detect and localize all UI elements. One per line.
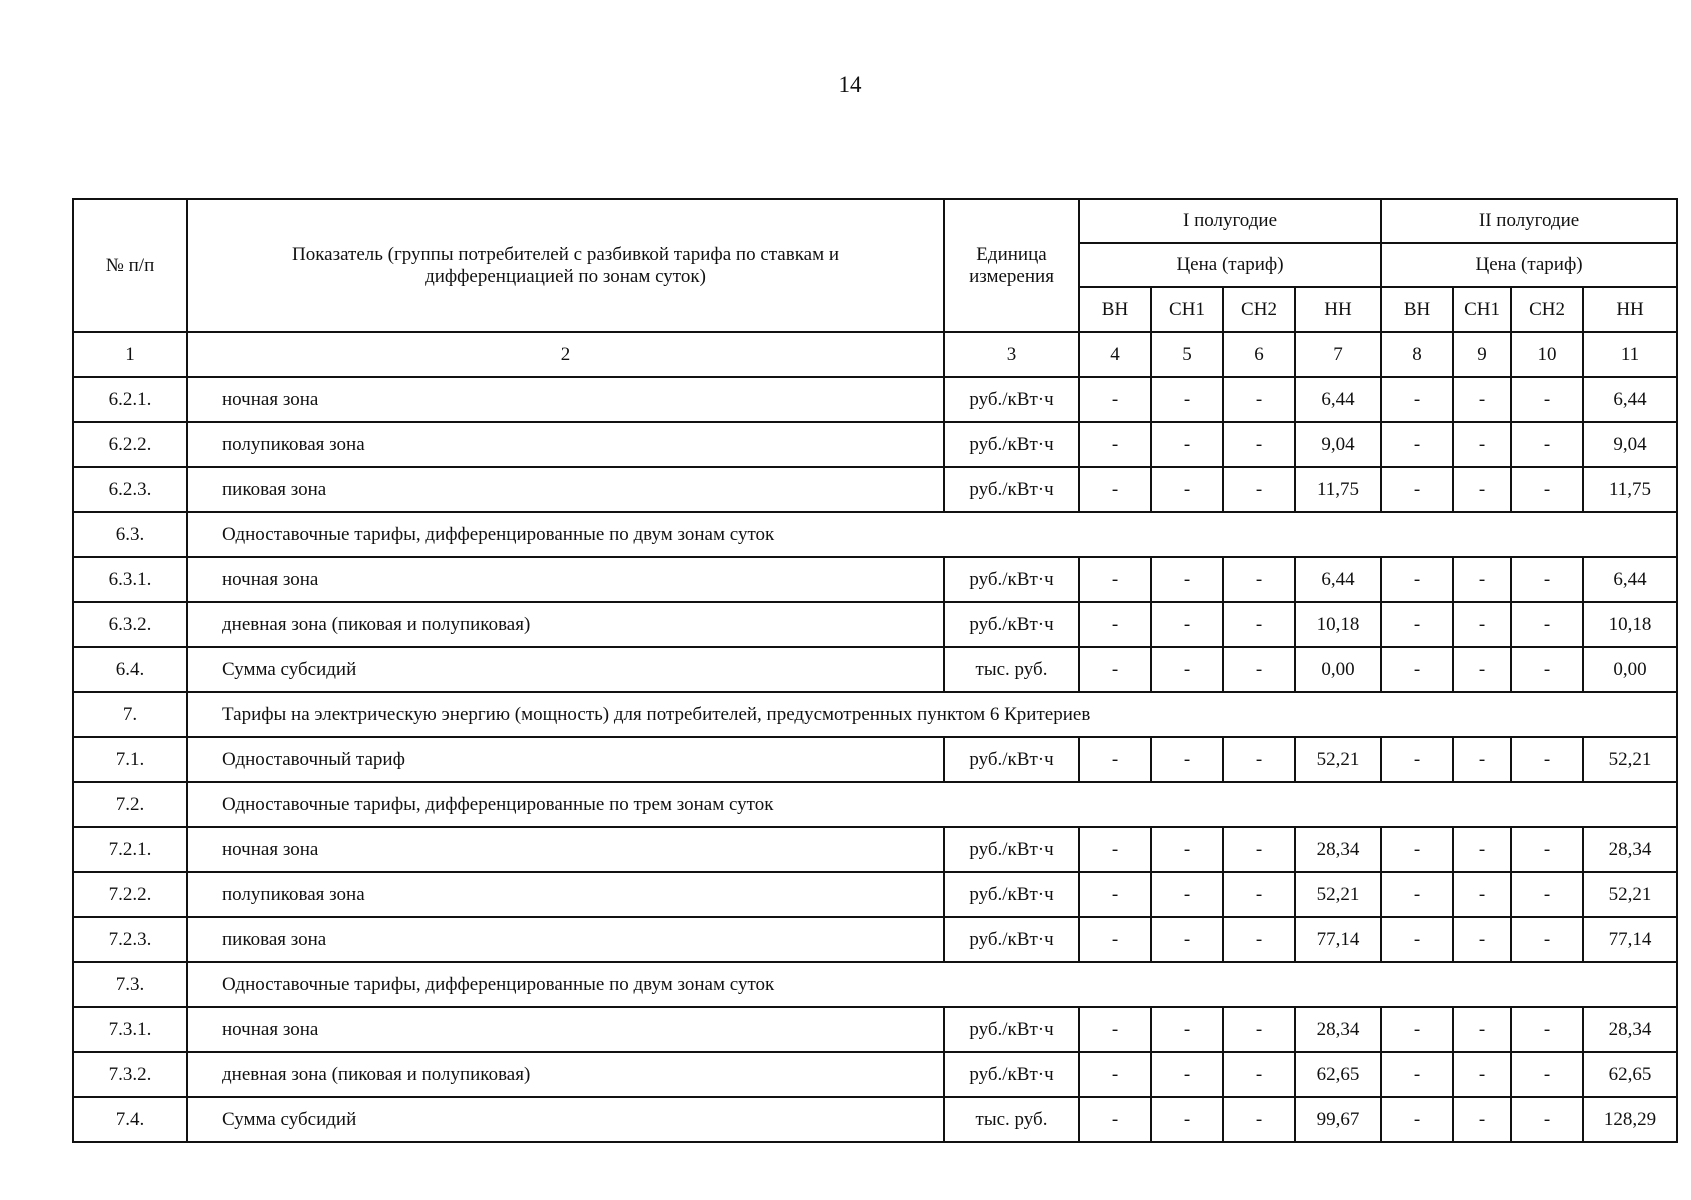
header-level: СН2	[1223, 287, 1295, 332]
row-value: 99,67	[1295, 1097, 1381, 1142]
row-value: 10,18	[1583, 602, 1677, 647]
row-value: -	[1381, 377, 1453, 422]
row-value: -	[1151, 557, 1223, 602]
row-number: 7.1.	[73, 737, 187, 782]
table-row	[73, 1007, 1677, 1052]
row-value: -	[1223, 917, 1295, 962]
row-value: -	[1511, 737, 1583, 782]
row-value: 52,21	[1295, 872, 1381, 917]
header-first-half: I полугодие	[1079, 199, 1381, 243]
row-name: ночная зона	[187, 377, 944, 422]
row-value: 0,00	[1295, 647, 1381, 692]
table-row	[73, 917, 1677, 962]
row-value: -	[1223, 602, 1295, 647]
section-row	[73, 962, 1677, 1007]
row-value: -	[1151, 377, 1223, 422]
row-value: -	[1453, 467, 1511, 512]
row-value: -	[1151, 917, 1223, 962]
row-value: 77,14	[1295, 917, 1381, 962]
header-num: № п/п	[73, 199, 187, 332]
row-number: 7.	[73, 692, 187, 737]
row-value: -	[1453, 917, 1511, 962]
row-number: 6.2.3.	[73, 467, 187, 512]
row-name: полупиковая зона	[187, 422, 944, 467]
row-value: -	[1381, 467, 1453, 512]
header-unit: Единица измерения	[944, 199, 1079, 332]
row-value: -	[1223, 377, 1295, 422]
row-name: ночная зона	[187, 827, 944, 872]
row-value: 28,34	[1295, 827, 1381, 872]
row-value: -	[1079, 557, 1151, 602]
row-value: -	[1381, 602, 1453, 647]
row-value: 62,65	[1583, 1052, 1677, 1097]
row-value: -	[1453, 1052, 1511, 1097]
table-row	[73, 647, 1677, 692]
row-value: 28,34	[1583, 827, 1677, 872]
row-value: -	[1381, 422, 1453, 467]
row-value: -	[1151, 602, 1223, 647]
column-number: 7	[1295, 332, 1381, 377]
row-value: -	[1079, 1007, 1151, 1052]
row-number: 7.2.3.	[73, 917, 187, 962]
row-value: -	[1453, 422, 1511, 467]
row-value: -	[1381, 1097, 1453, 1142]
row-name: ночная зона	[187, 557, 944, 602]
row-value: 128,29	[1583, 1097, 1677, 1142]
row-value: -	[1453, 557, 1511, 602]
row-unit: руб./кВт·ч	[944, 827, 1079, 872]
row-value: 6,44	[1583, 377, 1677, 422]
row-value: -	[1511, 872, 1583, 917]
header-price-first: Цена (тариф)	[1079, 243, 1381, 287]
header-level: НН	[1583, 287, 1677, 332]
row-name: дневная зона (пиковая и полупиковая)	[187, 602, 944, 647]
row-value: 77,14	[1583, 917, 1677, 962]
header-level: НН	[1295, 287, 1381, 332]
header-level: СН1	[1453, 287, 1511, 332]
table-body	[73, 377, 1677, 1142]
row-value: 52,21	[1583, 872, 1677, 917]
row-value: 0,00	[1583, 647, 1677, 692]
row-value: -	[1151, 1052, 1223, 1097]
section-title: Одноставочные тарифы, дифференцированные по трем зонам суток	[187, 782, 1677, 827]
row-value: -	[1511, 1007, 1583, 1052]
row-value: 6,44	[1295, 557, 1381, 602]
header-level: СН1	[1151, 287, 1223, 332]
row-name: дневная зона (пиковая и полупиковая)	[187, 1052, 944, 1097]
row-value: -	[1151, 467, 1223, 512]
row-value: -	[1223, 422, 1295, 467]
row-value: -	[1381, 557, 1453, 602]
row-value: -	[1079, 1052, 1151, 1097]
header-second-half: II полугодие	[1381, 199, 1677, 243]
row-value: -	[1079, 377, 1151, 422]
row-value: -	[1223, 647, 1295, 692]
row-number: 7.2.2.	[73, 872, 187, 917]
header-level: ВН	[1079, 287, 1151, 332]
row-number: 7.3.2.	[73, 1052, 187, 1097]
row-unit: руб./кВт·ч	[944, 872, 1079, 917]
row-value: 11,75	[1295, 467, 1381, 512]
row-value: -	[1223, 557, 1295, 602]
row-value: -	[1511, 422, 1583, 467]
row-name: Сумма субсидий	[187, 1097, 944, 1142]
row-value: -	[1223, 827, 1295, 872]
row-name: полупиковая зона	[187, 872, 944, 917]
row-value: -	[1453, 872, 1511, 917]
row-value: 28,34	[1583, 1007, 1677, 1052]
row-value: -	[1511, 467, 1583, 512]
column-number: 5	[1151, 332, 1223, 377]
row-value: -	[1511, 377, 1583, 422]
table-row	[73, 872, 1677, 917]
row-name: Одноставочный тариф	[187, 737, 944, 782]
row-value: -	[1381, 1007, 1453, 1052]
row-number: 7.3.	[73, 962, 187, 1007]
row-value: 6,44	[1295, 377, 1381, 422]
row-value: -	[1381, 1052, 1453, 1097]
column-number: 11	[1583, 332, 1677, 377]
header-price-second: Цена (тариф)	[1381, 243, 1677, 287]
column-number: 8	[1381, 332, 1453, 377]
row-value: -	[1079, 917, 1151, 962]
row-unit: руб./кВт·ч	[944, 557, 1079, 602]
column-number: 4	[1079, 332, 1151, 377]
table-header	[73, 199, 1677, 377]
row-number: 6.3.2.	[73, 602, 187, 647]
header-level: СН2	[1511, 287, 1583, 332]
header-level: ВН	[1381, 287, 1453, 332]
row-value: -	[1381, 827, 1453, 872]
row-value: -	[1223, 1097, 1295, 1142]
row-unit: руб./кВт·ч	[944, 1007, 1079, 1052]
row-value: -	[1079, 1097, 1151, 1142]
row-unit: руб./кВт·ч	[944, 377, 1079, 422]
row-value: -	[1511, 917, 1583, 962]
row-value: -	[1079, 602, 1151, 647]
row-value: -	[1151, 827, 1223, 872]
row-value: -	[1511, 557, 1583, 602]
row-value: -	[1223, 737, 1295, 782]
row-number: 6.3.	[73, 512, 187, 557]
row-value: -	[1223, 1007, 1295, 1052]
row-number: 6.2.2.	[73, 422, 187, 467]
table-row	[73, 377, 1677, 422]
row-value: -	[1453, 377, 1511, 422]
row-value: -	[1079, 872, 1151, 917]
table-row	[73, 737, 1677, 782]
table-row	[73, 1052, 1677, 1097]
column-number: 9	[1453, 332, 1511, 377]
row-unit: руб./кВт·ч	[944, 917, 1079, 962]
row-value: -	[1511, 827, 1583, 872]
row-name: ночная зона	[187, 1007, 944, 1052]
row-name: пиковая зона	[187, 467, 944, 512]
row-name: Сумма субсидий	[187, 647, 944, 692]
table-row	[73, 557, 1677, 602]
row-value: -	[1223, 1052, 1295, 1097]
row-value: -	[1079, 647, 1151, 692]
row-value: -	[1151, 1097, 1223, 1142]
row-value: 11,75	[1583, 467, 1677, 512]
row-value: -	[1151, 737, 1223, 782]
row-unit: руб./кВт·ч	[944, 1052, 1079, 1097]
table-row	[73, 422, 1677, 467]
column-numbers-row	[73, 332, 1677, 377]
row-value: -	[1381, 917, 1453, 962]
row-unit: руб./кВт·ч	[944, 422, 1079, 467]
row-value: -	[1223, 872, 1295, 917]
row-value: 10,18	[1295, 602, 1381, 647]
row-value: -	[1453, 602, 1511, 647]
row-unit: тыс. руб.	[944, 647, 1079, 692]
section-title: Одноставочные тарифы, дифференцированные по двум зонам суток	[187, 512, 1677, 557]
row-value: -	[1453, 1097, 1511, 1142]
column-number: 6	[1223, 332, 1295, 377]
row-value: 6,44	[1583, 557, 1677, 602]
column-number: 3	[944, 332, 1079, 377]
row-value: 9,04	[1295, 422, 1381, 467]
row-number: 7.2.1.	[73, 827, 187, 872]
row-value: -	[1511, 602, 1583, 647]
row-number: 7.4.	[73, 1097, 187, 1142]
row-value: -	[1079, 737, 1151, 782]
row-unit: руб./кВт·ч	[944, 602, 1079, 647]
row-value: -	[1453, 737, 1511, 782]
row-value: 62,65	[1295, 1052, 1381, 1097]
row-value: -	[1453, 1007, 1511, 1052]
row-value: -	[1381, 647, 1453, 692]
row-value: -	[1453, 647, 1511, 692]
table-row	[73, 1097, 1677, 1142]
section-title: Тарифы на электрическую энергию (мощность) для потребителей, предусмотренных пунктом 6 Критериев	[187, 692, 1677, 737]
table-row	[73, 467, 1677, 512]
row-value: -	[1079, 827, 1151, 872]
section-title: Одноставочные тарифы, дифференцированные по двум зонам суток	[187, 962, 1677, 1007]
row-value: -	[1079, 422, 1151, 467]
column-number: 10	[1511, 332, 1583, 377]
table-row	[73, 827, 1677, 872]
header-indicator: Показатель (группы потребителей с разбивкой тарифа по ставкам и дифференциацией по зонам суток)	[187, 199, 944, 332]
row-value: -	[1151, 647, 1223, 692]
row-number: 7.3.1.	[73, 1007, 187, 1052]
section-row	[73, 782, 1677, 827]
row-value: -	[1381, 872, 1453, 917]
row-number: 6.4.	[73, 647, 187, 692]
row-name: пиковая зона	[187, 917, 944, 962]
row-value: -	[1151, 1007, 1223, 1052]
column-number: 2	[187, 332, 944, 377]
row-value: -	[1511, 647, 1583, 692]
row-value: 28,34	[1295, 1007, 1381, 1052]
section-row	[73, 512, 1677, 557]
row-value: -	[1381, 737, 1453, 782]
row-value: 52,21	[1295, 737, 1381, 782]
section-row	[73, 692, 1677, 737]
row-unit: руб./кВт·ч	[944, 467, 1079, 512]
row-value: -	[1151, 422, 1223, 467]
row-value: -	[1511, 1097, 1583, 1142]
table-row	[73, 602, 1677, 647]
row-value: -	[1511, 1052, 1583, 1097]
row-value: 52,21	[1583, 737, 1677, 782]
row-value: -	[1223, 467, 1295, 512]
row-unit: тыс. руб.	[944, 1097, 1079, 1142]
column-number: 1	[73, 332, 187, 377]
row-value: -	[1079, 467, 1151, 512]
row-number: 6.3.1.	[73, 557, 187, 602]
row-number: 6.2.1.	[73, 377, 187, 422]
row-value: -	[1453, 827, 1511, 872]
page-number: 14	[838, 72, 862, 97]
row-value: -	[1151, 872, 1223, 917]
row-unit: руб./кВт·ч	[944, 737, 1079, 782]
tariff-table	[72, 198, 1678, 1143]
row-value: 9,04	[1583, 422, 1677, 467]
row-number: 7.2.	[73, 782, 187, 827]
